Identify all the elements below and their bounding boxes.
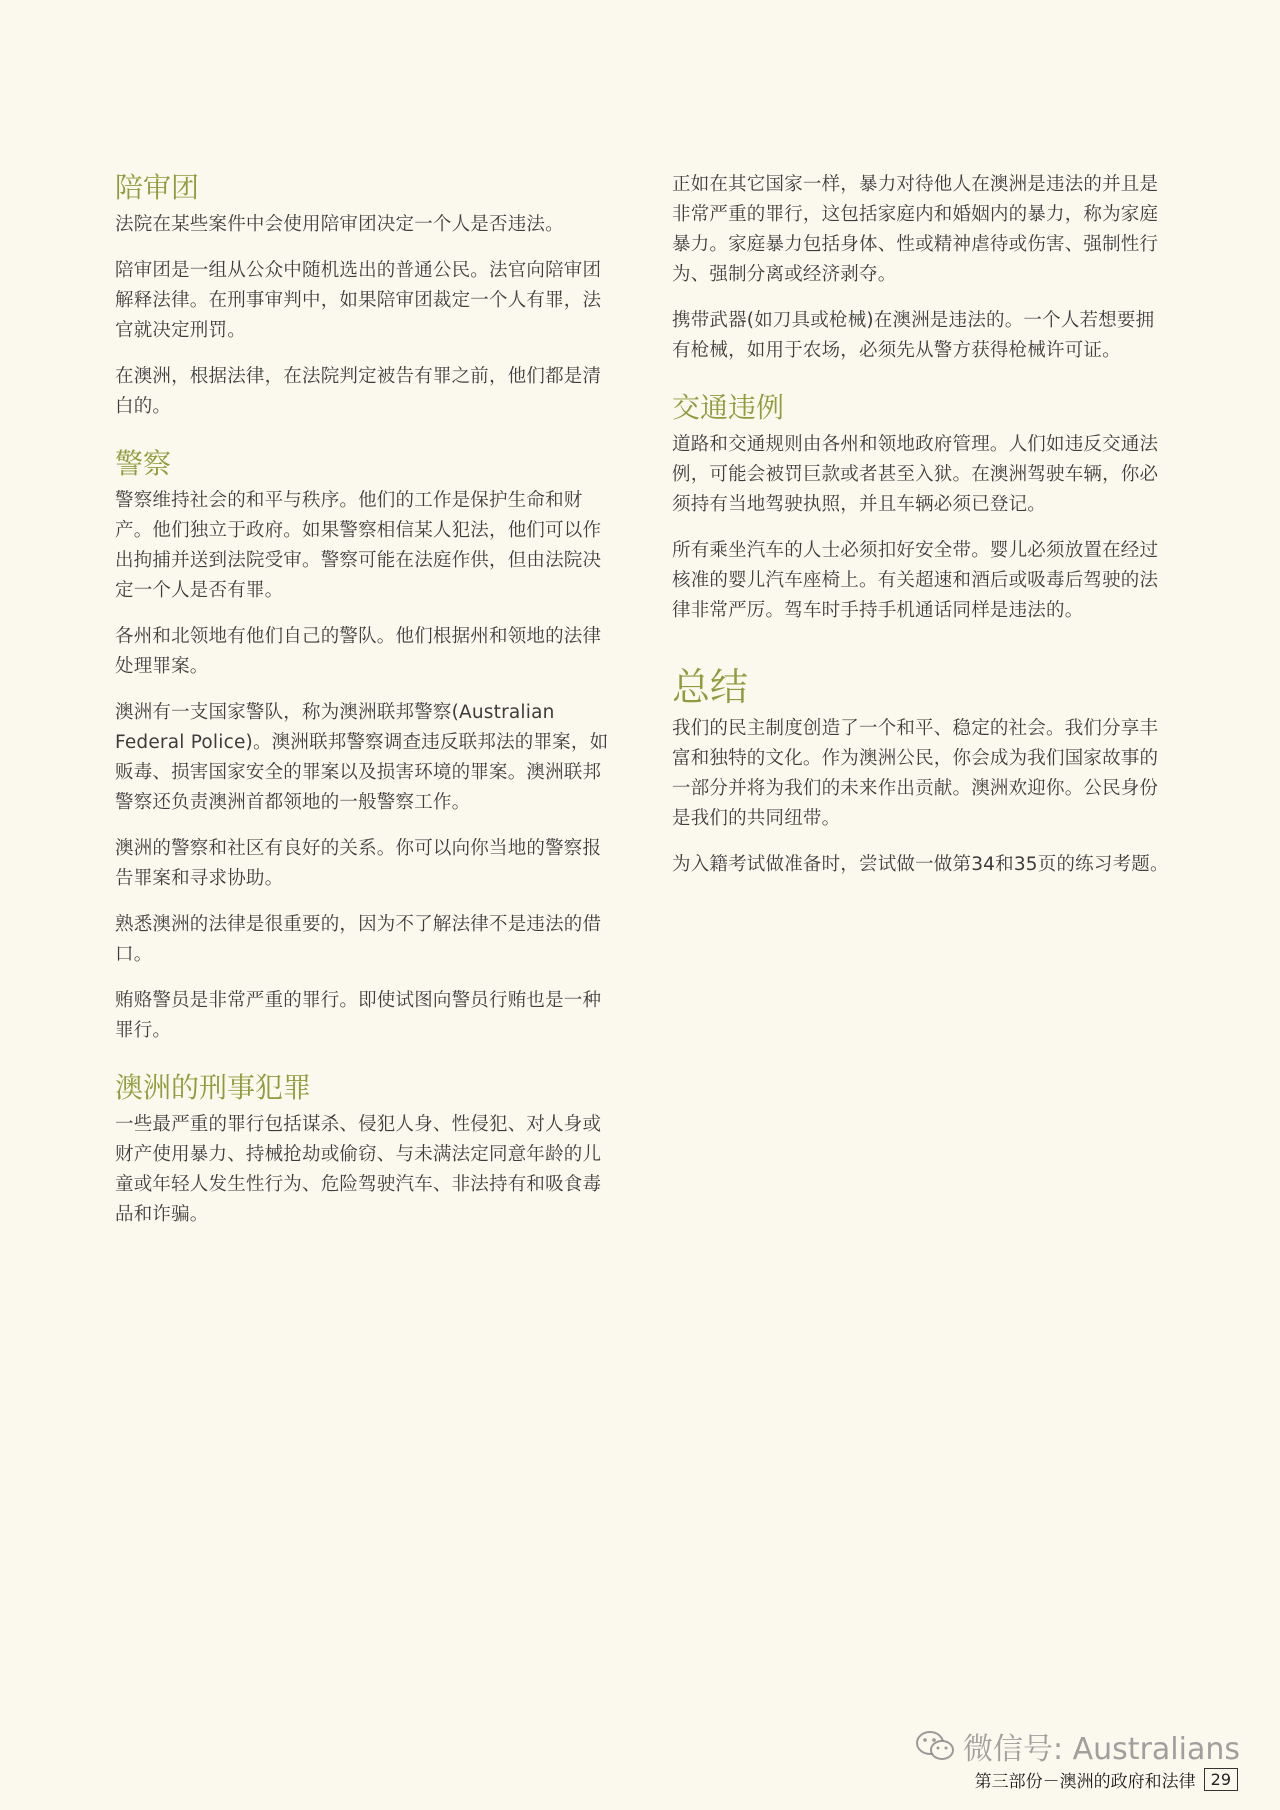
left-column	[115, 170, 615, 1254]
paragraph: 道路和交通规则由各州和领地政府管理。人们如违反交通法例，可能会被罚巨款或者甚至入狱。在澳洲驾驶车辆，你必须持有当地驾驶执照，并且车辆必须已登记。	[672, 434, 1159, 515]
heading-jury: 陪审团	[115, 171, 200, 204]
paragraph: 各州和北领地有他们自己的警队。他们根据州和领地的法律处理罪案。	[115, 626, 602, 677]
page-footer	[975, 1767, 1238, 1792]
paragraph: 为入籍考试做准备时，尝试做一做第34和35页的练习考题。	[672, 854, 1169, 875]
page-number: 29	[1204, 1768, 1238, 1791]
paragraph: 在澳洲，根据法律，在法院判定被告有罪之前，他们都是清白的。	[115, 366, 602, 417]
section-traffic	[672, 390, 1172, 626]
paragraph: 澳洲有一支国家警队，称为澳洲联邦警察(Australian Federal Police)。澳洲联邦警察调查违反联邦法的罪案，如贩毒、损害国家安全的罪案以及损害环境的罪案。澳洲联邦警察还负责澳洲首都领地的一般警察工作。	[115, 702, 609, 813]
paragraph: 所有乘坐汽车的人士必须扣好安全带。婴儿必须放置在经过核准的婴儿汽车座椅上。有关超速和酒后或吸毒后驾驶的法律非常严厉。驾车时手持手机通话同样是违法的。	[672, 540, 1159, 621]
paragraph: 熟悉澳洲的法律是很重要的，因为不了解法律不是违法的借口。	[115, 914, 602, 965]
paragraph: 警察维持社会的和平与秩序。他们的工作是保护生命和财产。他们独立于政府。如果警察相信某人犯法，他们可以作出拘捕并送到法院受审。警察可能在法庭作供，但由法院决定一个人是否有罪。	[115, 490, 602, 601]
heading-crime: 澳洲的刑事犯罪	[115, 1071, 312, 1104]
paragraph: 法院在某些案件中会使用陪审团决定一个人是否违法。	[115, 214, 564, 235]
heading-traffic: 交通违例	[672, 391, 785, 424]
paragraph: 陪审团是一组从公众中随机选出的普通公民。法官向陪审团解释法律。在刑事审判中，如果陪审团裁定一个人有罪，法官就决定刑罚。	[115, 260, 602, 341]
paragraph: 贿赂警员是非常严重的罪行。即使试图向警员行贿也是一种罪行。	[115, 990, 602, 1041]
section-police	[115, 446, 615, 1046]
wechat-icon	[915, 1729, 955, 1763]
section-violence	[672, 170, 1172, 366]
watermark-text: 微信号: Australians	[963, 1732, 1240, 1767]
paragraph: 我们的民主制度创造了一个和平、稳定的社会。我们分享丰富和独特的文化。作为澳洲公民，你会成为我们国家故事的一部分并将为我们的未来作出贡献。澳洲欢迎你。公民身份是我们的共同纽带。	[672, 718, 1159, 829]
section-jury	[115, 170, 615, 422]
heading-summary: 总结	[672, 665, 749, 709]
watermark	[915, 1724, 1240, 1768]
heading-police: 警察	[115, 447, 172, 480]
paragraph: 正如在其它国家一样，暴力对待他人在澳洲是违法的并且是非常严重的罪行，这包括家庭内和婚姻内的暴力，称为家庭暴力。家庭暴力包括身体、性或精神虐待或伤害、强制性行为、强制分离或经济剥夺。	[672, 174, 1159, 285]
paragraph: 携带武器(如刀具或枪械)在澳洲是违法的。一个人若想要拥有枪械，如用于农场，必须先从警方获得枪械许可证。	[672, 310, 1155, 361]
footer-section-label: 第三部份－澳洲的政府和法律	[974, 1772, 1196, 1792]
section-summary	[672, 664, 1172, 880]
paragraph: 澳洲的警察和社区有良好的关系。你可以向你当地的警察报告罪案和寻求协助。	[115, 838, 602, 889]
right-column	[672, 170, 1172, 904]
paragraph: 一些最严重的罪行包括谋杀、侵犯人身、性侵犯、对人身或财产使用暴力、持械抢劫或偷窃、与未满法定同意年龄的儿童或年轻人发生性行为、危险驾驶汽车、非法持有和吸食毒品和诈骗。	[115, 1114, 602, 1225]
section-crime	[115, 1070, 615, 1230]
